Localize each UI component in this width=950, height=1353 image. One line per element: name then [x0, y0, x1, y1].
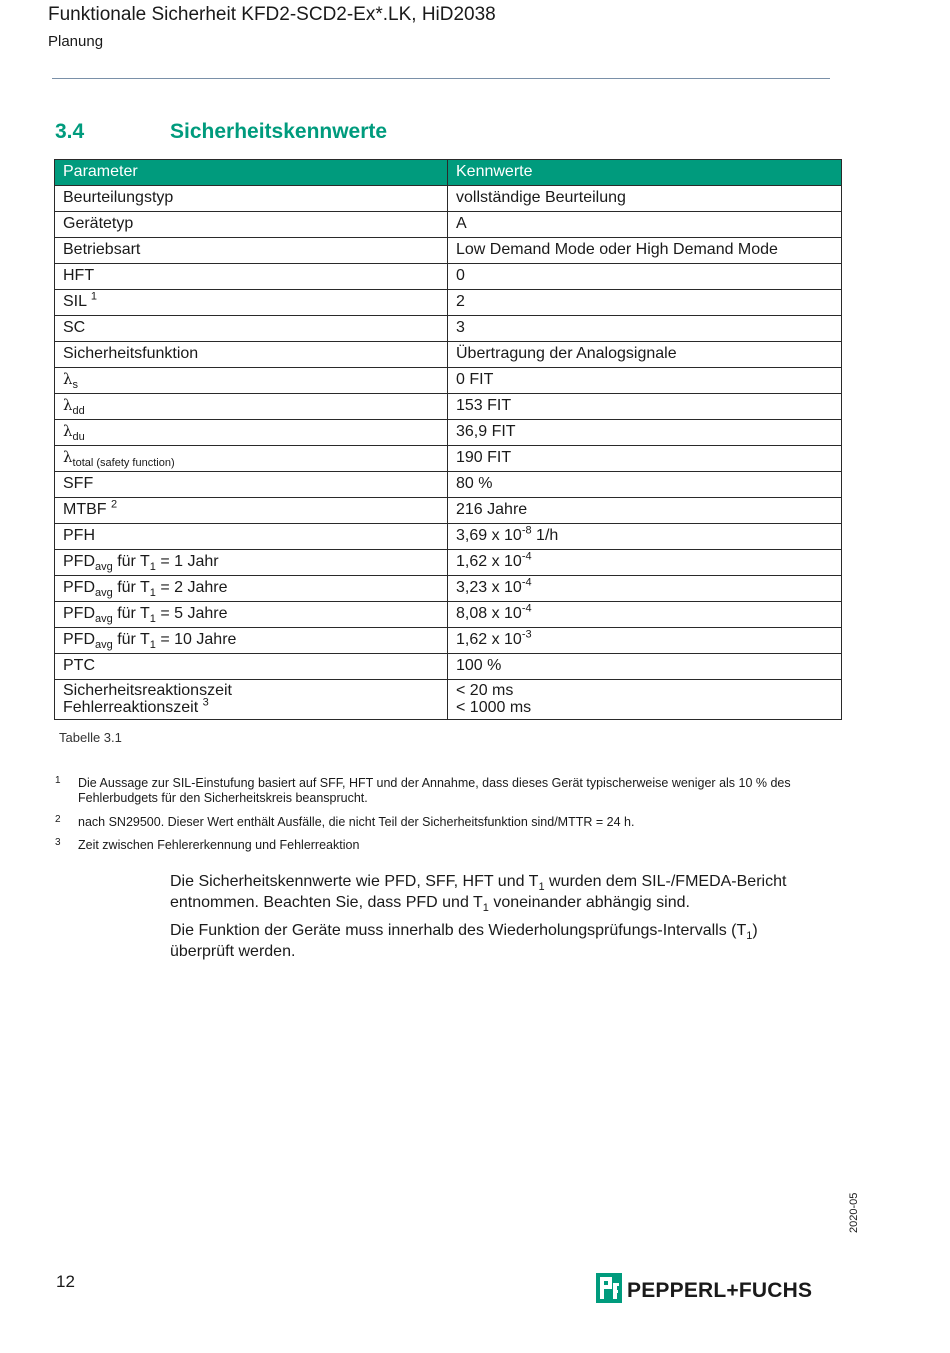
exponent: -4: [521, 602, 532, 615]
param-cell: [55, 550, 448, 576]
revision-date: [838, 1192, 878, 1235]
param-text: für T: [112, 631, 150, 648]
value-cell: Low Demand Mode oder High Demand Mode: [448, 238, 842, 264]
value-cell: Übertragung der Analogsignale: [448, 342, 842, 368]
safety-parameters-table: [54, 159, 842, 720]
table-row: [55, 290, 842, 316]
body-text: Die Sicherheitskennwerte wie PFD, SFF, HFT und T: [170, 873, 539, 890]
header-divider: [52, 78, 830, 79]
param-subscript: avg: [95, 613, 113, 626]
body-paragraph: [170, 872, 810, 913]
value-unit: 1/h: [531, 527, 559, 544]
value-text: 8,08 x 10: [456, 605, 522, 622]
param-subscript: 1: [149, 639, 156, 652]
table-row: [55, 394, 842, 420]
exponent: -4: [521, 550, 532, 563]
table-row: [55, 654, 842, 680]
table-row: [55, 602, 842, 628]
revision-date-text: 2020-05: [848, 1192, 860, 1233]
param-text: PFD: [63, 579, 95, 596]
table-row: [55, 238, 842, 264]
value-cell: [448, 628, 842, 654]
chapter-name: Planung: [48, 33, 104, 50]
table-row: [55, 524, 842, 550]
param-cell: [55, 576, 448, 602]
param-subscript: avg: [95, 639, 113, 652]
table-row: [55, 212, 842, 238]
footnote-text: nach SN29500. Dieser Wert enthält Ausfälle, die nicht Teil der Sicherheitsfunktion sind/MTTR = 24 h.: [78, 815, 635, 829]
footnote-ref: 2: [111, 498, 118, 511]
param-cell: Gerätetyp: [55, 212, 448, 238]
value-cell: [448, 550, 842, 576]
param-cell: [55, 498, 448, 524]
table-row: [55, 628, 842, 654]
param-cell: [55, 394, 448, 420]
param-text: PFD: [63, 631, 95, 648]
param-text: PFD: [63, 605, 95, 622]
footnote-text: Zeit zwischen Fehlererkennung und Fehlerreaktion: [78, 838, 360, 852]
param-cell: [55, 602, 448, 628]
table-row: [55, 550, 842, 576]
param-cell: Sicherheitsfunktion: [55, 342, 448, 368]
body-text: ) überprüft werden.: [170, 922, 758, 960]
param-subscript: avg: [95, 561, 113, 574]
page-number: 12: [56, 1272, 75, 1291]
param-text: = 1 Jahr: [155, 553, 219, 570]
param-subscript: s: [72, 379, 79, 392]
table-row: [55, 368, 842, 394]
lambda-symbol: λ: [63, 448, 73, 466]
value-cell: [448, 602, 842, 628]
value-cell: 3: [448, 316, 842, 342]
table-row: [55, 446, 842, 472]
table-row: [55, 498, 842, 524]
table-row: [55, 264, 842, 290]
body-text: voneinander abhängig sind.: [488, 893, 690, 911]
brand-name: PEPPERL+FUCHS: [627, 1279, 813, 1302]
value-text: 1,62 x 10: [456, 553, 522, 570]
value-text: 3,23 x 10: [456, 579, 522, 596]
value-cell: [448, 576, 842, 602]
param-text: = 10 Jahre: [155, 631, 237, 648]
value-cell: [448, 680, 842, 720]
section-title: Sicherheitskennwerte: [170, 120, 388, 143]
table-row: [55, 342, 842, 368]
exponent: -3: [521, 628, 532, 641]
value-cell: 2: [448, 290, 842, 316]
value-cell: vollständige Beurteilung: [448, 186, 842, 212]
footnote-text: Die Aussage zur SIL-Einstufung basiert auf SFF, HFT und der Annahme, dass dieses Gerät typischerweise weniger als 10 % des Fehlerbudgets für den Sicherheitskreis beansprucht.: [78, 776, 791, 805]
param-cell: Betriebsart: [55, 238, 448, 264]
subscript: 1: [538, 881, 545, 894]
lambda-symbol: λ: [63, 422, 73, 440]
document-title: Funktionale Sicherheit KFD2-SCD2-Ex*.LK, HiD2038: [48, 4, 496, 25]
body-text: Die Funktion der Geräte muss innerhalb des Wiederholungsprüfungs-Intervalls (T: [170, 922, 747, 939]
param-text: für T: [112, 579, 150, 596]
param-subscript: 1: [149, 587, 156, 600]
table-row: [55, 316, 842, 342]
body-text: wurden dem SIL-/FMEDA-Bericht entnommen. Beachten Sie, dass PFD und T: [170, 873, 787, 911]
param-cell: SFF: [55, 472, 448, 498]
param-cell: [55, 680, 448, 720]
param-subscript: 1: [149, 613, 156, 626]
footnote-mark: 2: [55, 814, 61, 825]
value-cell: 153 FIT: [448, 394, 842, 420]
param-text: Sicherheitsreaktionszeit: [63, 682, 232, 699]
param-cell: PFH: [55, 524, 448, 550]
body-paragraph: [170, 921, 810, 962]
column-header-values: Kennwerte: [448, 160, 842, 186]
param-text: PFD: [63, 553, 95, 570]
value-cell: 190 FIT: [448, 446, 842, 472]
subscript: 1: [482, 901, 489, 914]
param-text: = 2 Jahre: [155, 579, 228, 596]
param-cell: [55, 446, 448, 472]
section-number: 3.4: [55, 120, 85, 143]
footnote-mark: 3: [55, 837, 61, 848]
column-header-parameter: Parameter: [55, 160, 448, 186]
table-row: [55, 576, 842, 602]
value-cell: 36,9 FIT: [448, 420, 842, 446]
param-subscript: total (safety function): [72, 457, 175, 470]
table-row: [55, 420, 842, 446]
table-row: [55, 680, 842, 720]
value-cell: 0: [448, 264, 842, 290]
value-cell: 216 Jahre: [448, 498, 842, 524]
value-cell: 0 FIT: [448, 368, 842, 394]
table-caption: Tabelle 3.1: [59, 730, 122, 745]
param-text: SIL: [63, 293, 87, 310]
value-cell: 100 %: [448, 654, 842, 680]
table-header-row: [55, 160, 842, 186]
value-cell: [448, 524, 842, 550]
value-cell: A: [448, 212, 842, 238]
pepperl-fuchs-logo-icon: [596, 1273, 622, 1303]
brand-logo: [596, 1273, 836, 1305]
param-text: für T: [112, 553, 150, 570]
param-text: Fehlerreaktionszeit: [63, 699, 199, 716]
footnote-mark: 1: [55, 775, 61, 786]
exponent: -4: [521, 576, 532, 589]
footnote-ref: 1: [90, 290, 97, 303]
param-text: MTBF: [63, 501, 107, 518]
param-cell: [55, 420, 448, 446]
param-subscript: dd: [72, 405, 85, 418]
lambda-symbol: λ: [63, 396, 73, 414]
param-text: für T: [112, 605, 150, 622]
param-cell: SC: [55, 316, 448, 342]
value-text: 1,62 x 10: [456, 631, 522, 648]
exponent: -8: [521, 524, 532, 537]
param-text: = 5 Jahre: [155, 605, 228, 622]
param-subscript: 1: [149, 561, 156, 574]
footnote-ref: 3: [202, 696, 209, 709]
param-cell: [55, 290, 448, 316]
param-subscript: avg: [95, 587, 113, 600]
value-cell: 80 %: [448, 472, 842, 498]
param-cell: Beurteilungstyp: [55, 186, 448, 212]
table-row: [55, 472, 842, 498]
param-cell: HFT: [55, 264, 448, 290]
table-row: [55, 186, 842, 212]
param-cell: [55, 368, 448, 394]
value-text: 3,69 x 10: [456, 527, 522, 544]
value-text: < 1000 ms: [456, 699, 532, 716]
subscript: 1: [746, 930, 753, 943]
lambda-symbol: λ: [63, 370, 73, 388]
value-text: < 20 ms: [456, 682, 514, 699]
param-cell: PTC: [55, 654, 448, 680]
param-subscript: du: [72, 431, 85, 444]
param-cell: [55, 628, 448, 654]
